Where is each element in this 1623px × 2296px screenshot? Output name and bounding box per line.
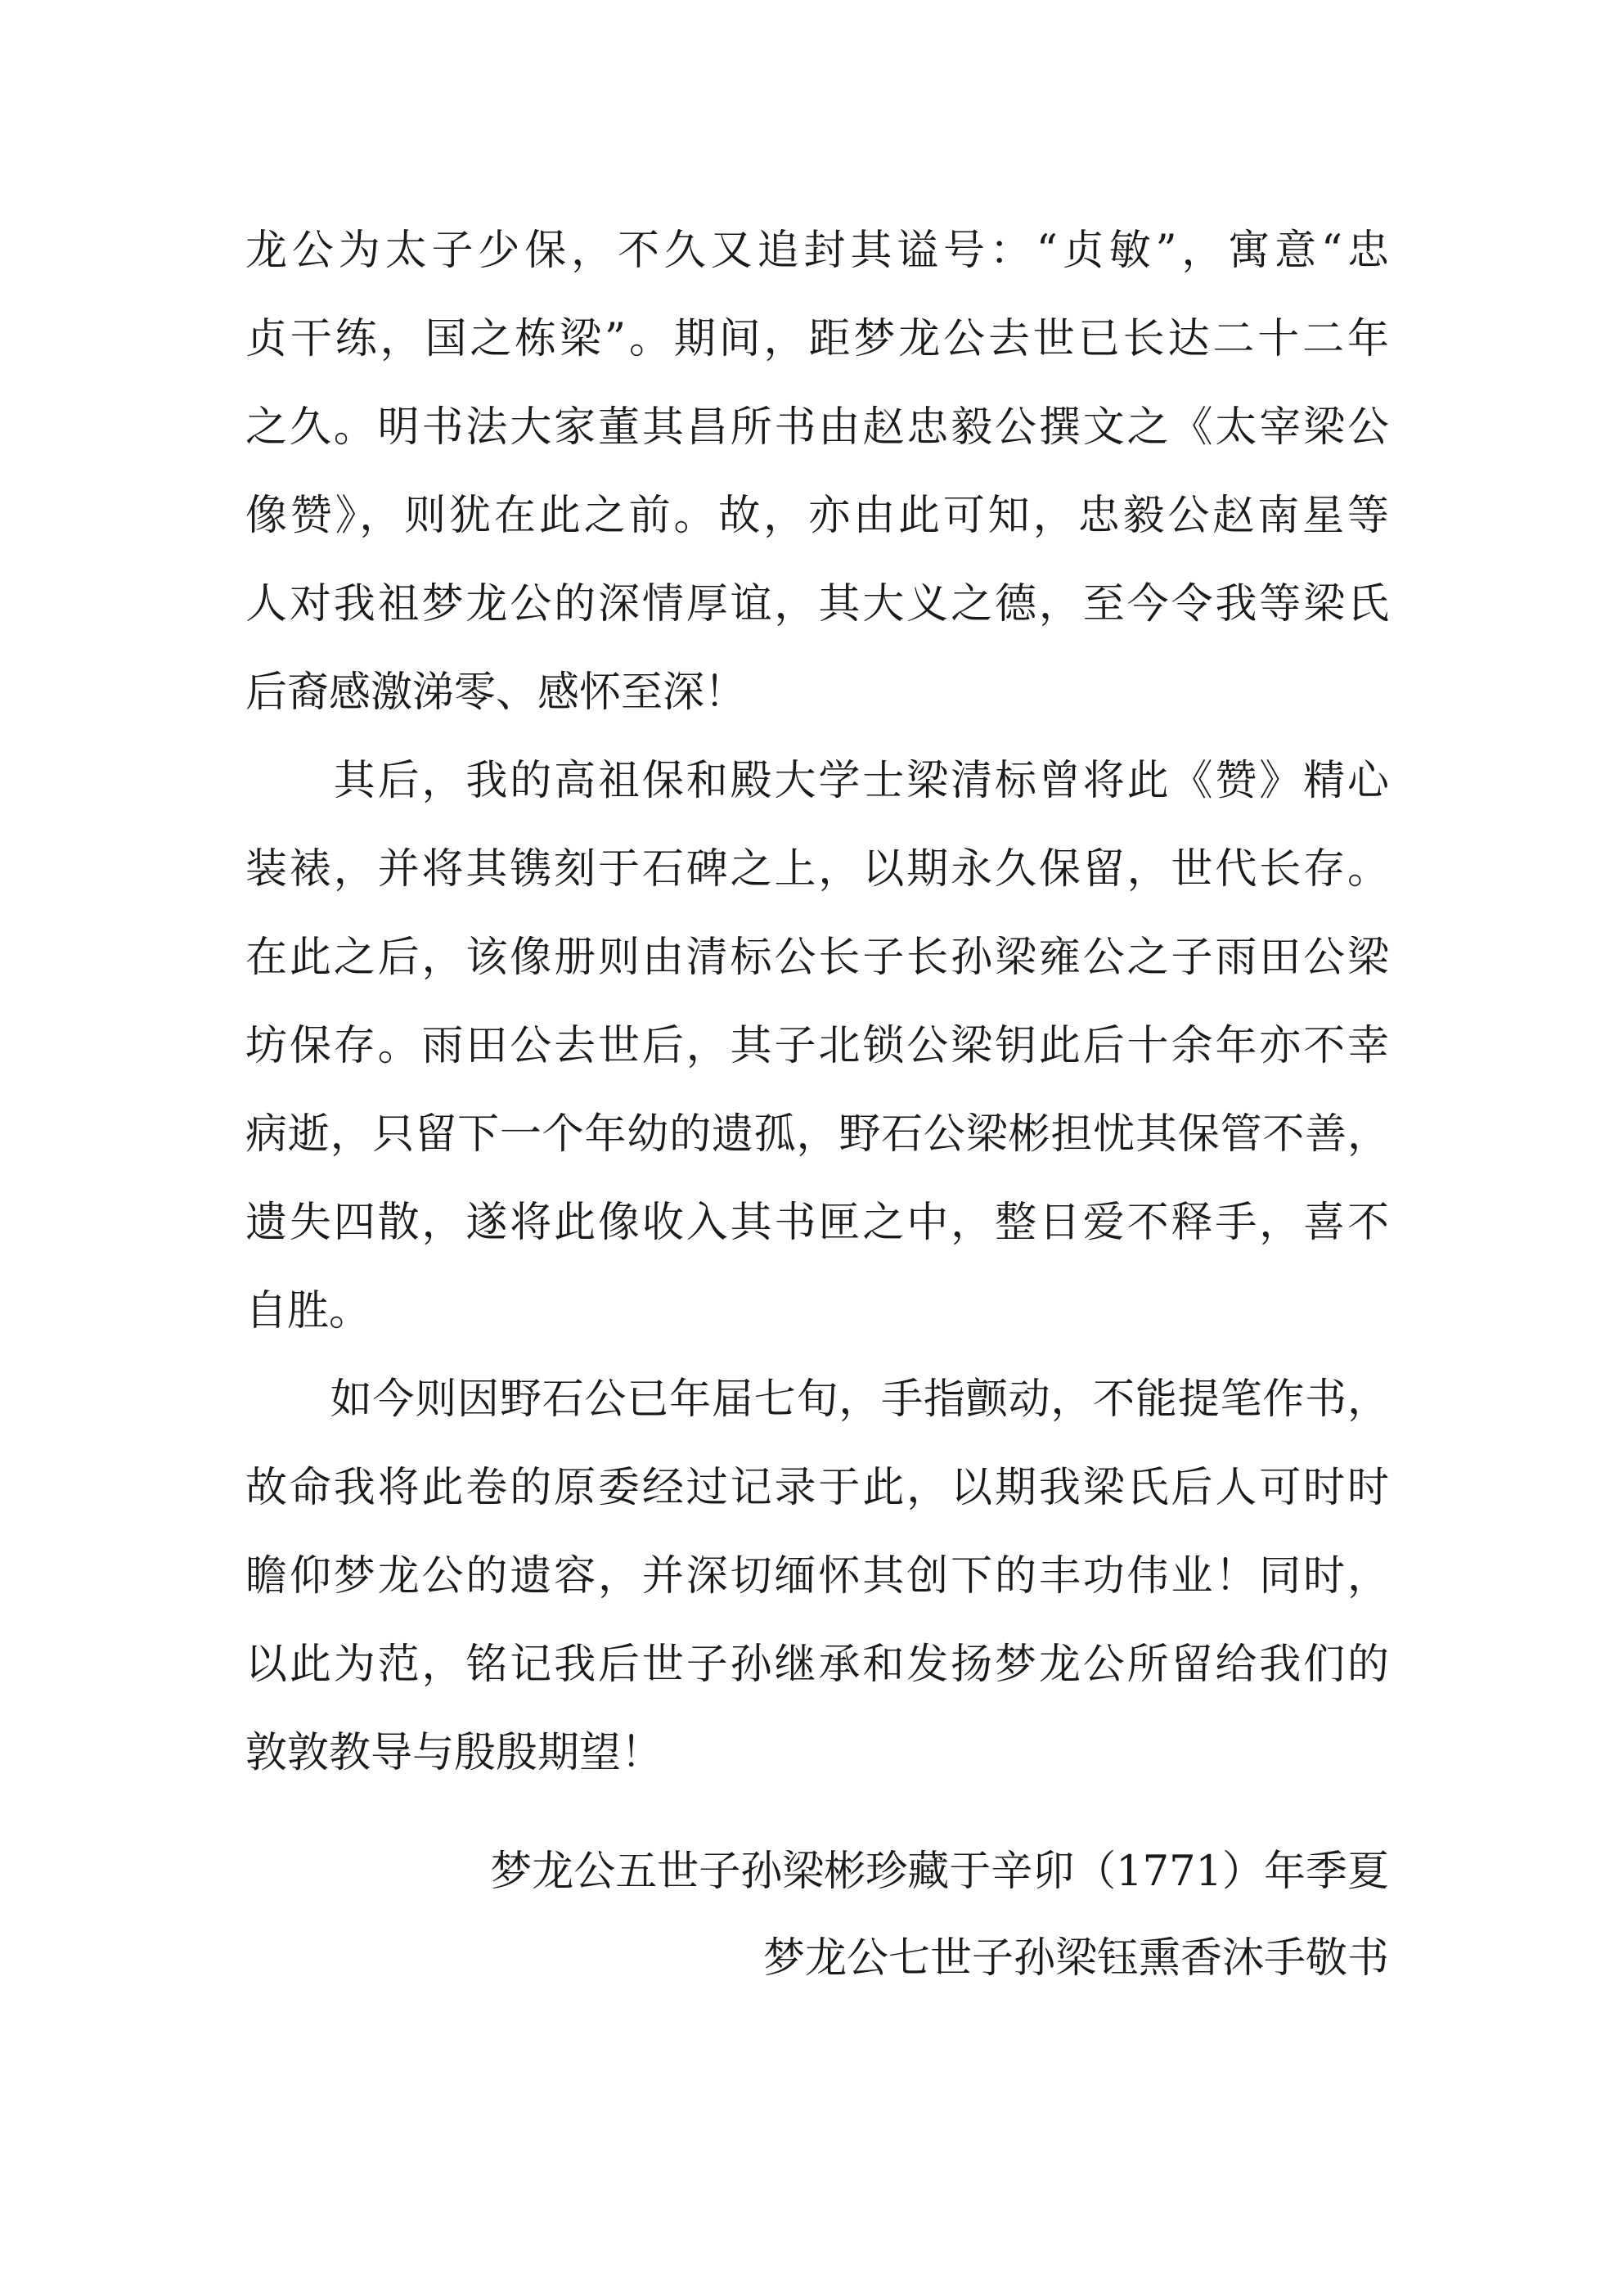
text-line: 装裱，并将其镌刻于石碑之上，以期永久保留，世代长存。 — [245, 845, 1389, 894]
text-line: 敦敦教导与殷殷期望！ — [245, 1729, 663, 1777]
body-text — [245, 207, 1389, 1798]
text-line: 龙公为太子少保，不久又追封其谥号：“贞敏”，寓意“忠 — [245, 227, 1389, 275]
text-line: 后裔感激涕零、感怀至深！ — [245, 669, 747, 717]
text-line: 自胜。 — [245, 1287, 371, 1335]
signature-block — [490, 1829, 1389, 2002]
text-line: 遗失四散，遂将此像收入其书匣之中，整日爱不释手，喜不 — [245, 1199, 1389, 1247]
text-line: 之久。明书法大家董其昌所书由赵忠毅公撰文之《太宰梁公 — [245, 403, 1389, 452]
text-line: 其后，我的高祖保和殿大学士梁清标曾将此《赞》精心 — [245, 757, 1389, 805]
text-line: 瞻仰梦龙公的遗容，并深切缅怀其创下的丰功伟业！同时， — [245, 1552, 1389, 1600]
text-line: 病逝，只留下一个年幼的遗孤，野石公梁彬担忧其保管不善， — [245, 1110, 1389, 1159]
text-line: 以此为范，铭记我后世子孙继承和发扬梦龙公所留给我们的 — [245, 1641, 1389, 1689]
text-line: 故命我将此卷的原委经过记录于此，以期我梁氏后人可时时 — [245, 1464, 1389, 1512]
text-line: 像赞》，则犹在此之前。故，亦由此可知，忠毅公赵南星等 — [245, 492, 1389, 540]
signature-line-writer: 梦龙公七世子孙梁钰熏香沐手敬书 — [762, 1934, 1389, 1983]
text-line: 在此之后，该像册则由清标公长子长孙梁雍公之子雨田公梁 — [245, 934, 1389, 982]
text-line: 贞干练，国之栋梁”。期间，距梦龙公去世已长达二十二年 — [245, 315, 1389, 363]
text-line: 坊保存。雨田公去世后，其子北锁公梁钥此后十余年亦不幸 — [245, 1022, 1389, 1070]
signature-line-collector: 梦龙公五世子孙梁彬珍藏于辛卯（1771）年季夏 — [490, 1848, 1389, 1896]
text-line: 如今则因野石公已年届七旬，手指颤动，不能提笔作书， — [245, 1375, 1389, 1424]
text-line: 人对我祖梦龙公的深情厚谊，其大义之德，至今令我等梁氏 — [245, 580, 1389, 628]
